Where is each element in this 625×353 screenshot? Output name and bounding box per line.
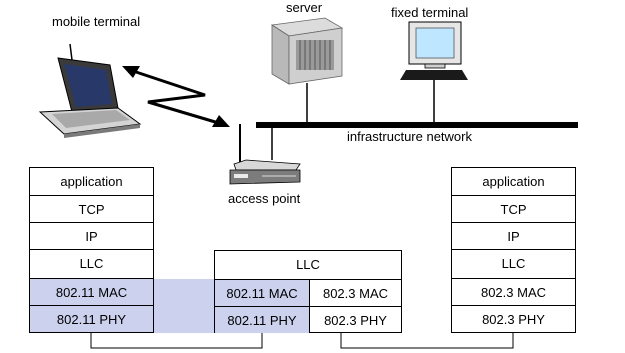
stack-layer-ip: IP <box>30 222 153 249</box>
stack-layer-8023-mac: 802.3 MAC <box>452 278 575 305</box>
stack-layer-llc: LLC <box>296 257 320 272</box>
desktop-computer-icon <box>400 22 468 80</box>
infrastructure-network-line <box>256 122 578 128</box>
stack-layer-8023-mac: 802.3 MAC <box>309 279 401 306</box>
stack-layer-80211-phy: 802.11 PHY <box>30 305 153 332</box>
stack-layer-llc: LLC <box>452 249 575 276</box>
access-point-icon <box>230 124 300 184</box>
stack-layer-llc: LLC <box>30 249 153 276</box>
stack-layer-tcp: TCP <box>30 195 153 222</box>
stack-layer-80211-mac: 802.11 MAC <box>30 278 153 305</box>
stack-layer-80211-phy: 802.11 PHY <box>215 306 309 333</box>
access-point-label: access point <box>228 191 301 206</box>
mobile-protocol-stack <box>29 167 154 333</box>
stack-layer-80211-mac: 802.11 MAC <box>215 279 309 306</box>
stack-layer-application: application <box>60 174 123 189</box>
stack-layer-ip: IP <box>452 222 575 249</box>
ap-fixed-physical-link <box>341 333 513 348</box>
stack-layer-tcp: TCP <box>452 195 575 222</box>
stack-layer-8023-phy: 802.3 PHY <box>309 306 401 333</box>
infrastructure-network-label: infrastructure network <box>347 129 472 144</box>
fixed-terminal-label: fixed terminal <box>391 5 469 20</box>
server-label: server <box>286 0 323 15</box>
wireless-arrow-icon <box>122 66 230 127</box>
stack-layer-8023-phy: 802.3 PHY <box>452 305 575 332</box>
stack-layer-application: application <box>482 174 545 189</box>
server-icon <box>272 18 342 84</box>
fixed-protocol-stack <box>451 167 576 333</box>
laptop-icon <box>40 44 140 138</box>
access-point-protocol-stack <box>214 250 402 333</box>
wireless-link-band <box>154 279 214 333</box>
mobile-terminal-label: mobile terminal <box>52 14 141 29</box>
mobile-ap-physical-link <box>91 333 262 348</box>
